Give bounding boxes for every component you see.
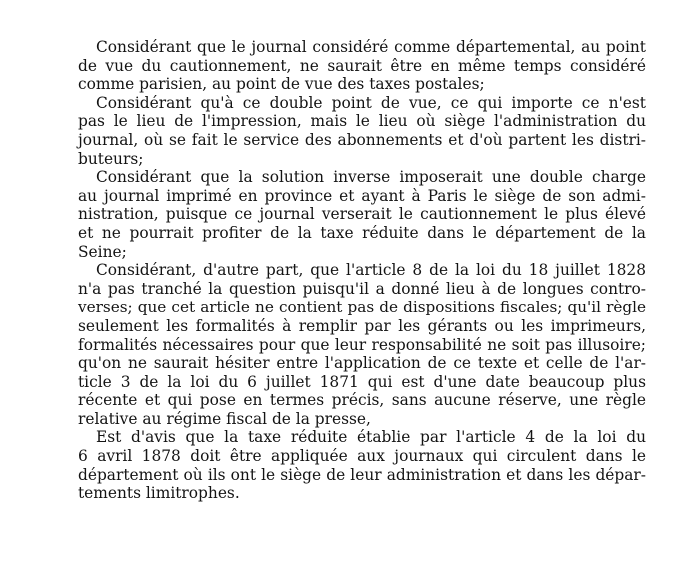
paragraph-cautionnement	[78, 38, 646, 94]
paragraph-avis	[78, 428, 646, 502]
text-line: relative au régime fiscal de la presse,	[78, 409, 371, 428]
text-line: journal, où se fait le service des abonnements et d'où partent les distri-	[78, 130, 646, 149]
text-line: département où ils ont le siège de leur administration et dans les dépar-	[78, 465, 646, 484]
text-line: verses; que cet article ne contient pas de dispositions fiscales; qu'il règle	[78, 298, 646, 317]
text-line: Est d'avis que la taxe réduite établie par l'article 4 de la loi du	[96, 428, 646, 447]
text-line: ticle 3 de la loi du 6 juillet 1871 qui est d'une date beaucoup plus	[78, 372, 646, 391]
text-line: qu'on ne saurait hésiter entre l'application de ce texte et celle de l'ar-	[78, 354, 646, 373]
text-line: Seine;	[78, 242, 127, 261]
text-line: seulement les formalités à remplir par les gérants ou les imprimeurs,	[78, 316, 646, 335]
text-line: au journal imprimé en province et ayant à Paris le siège de son admi-	[78, 186, 646, 205]
text-line: 6 avril 1878 doit être appliquée aux journaux qui circulent dans le	[78, 447, 646, 466]
text-line: récente et qui pose en termes précis, sans aucune réserve, une règle	[78, 391, 646, 410]
text-line: Considérant que la solution inverse imposerait une double charge	[96, 168, 646, 187]
text-line: nistration, puisque ce journal verserait le cautionnement le plus élevé	[78, 205, 646, 224]
text-line: n'a pas tranché la question puisqu'il a donné lieu à de longues contro-	[78, 279, 646, 298]
text-line: de vue du cautionnement, ne saurait être en même temps considéré	[78, 56, 646, 75]
text-line: Considérant, d'autre part, que l'article 8 de la loi du 18 juillet 1828	[96, 261, 646, 280]
text-line: buteurs;	[78, 149, 144, 168]
paragraph-solution-inverse	[78, 168, 646, 261]
text-line: pas le lieu de l'impression, mais le lieu où siège l'administration du	[78, 112, 646, 131]
text-line: et ne pourrait profiter de la taxe réduite dans le département de la	[78, 223, 646, 242]
text-line: Considérant qu'à ce double point de vue, ce qui importe ce n'est	[96, 93, 646, 112]
text-line: Considérant que le journal considéré comme départemental, au point	[96, 38, 646, 56]
text-line: tements limitrophes.	[78, 484, 240, 503]
document-text	[78, 38, 646, 503]
paragraph-double-point-de-vue	[78, 94, 646, 168]
paragraph-article-8	[78, 261, 646, 428]
text-line: comme parisien, au point de vue des taxes postales;	[78, 75, 485, 94]
text-line: formalités nécessaires pour que leur responsabilité ne soit pas illusoire;	[78, 335, 646, 354]
